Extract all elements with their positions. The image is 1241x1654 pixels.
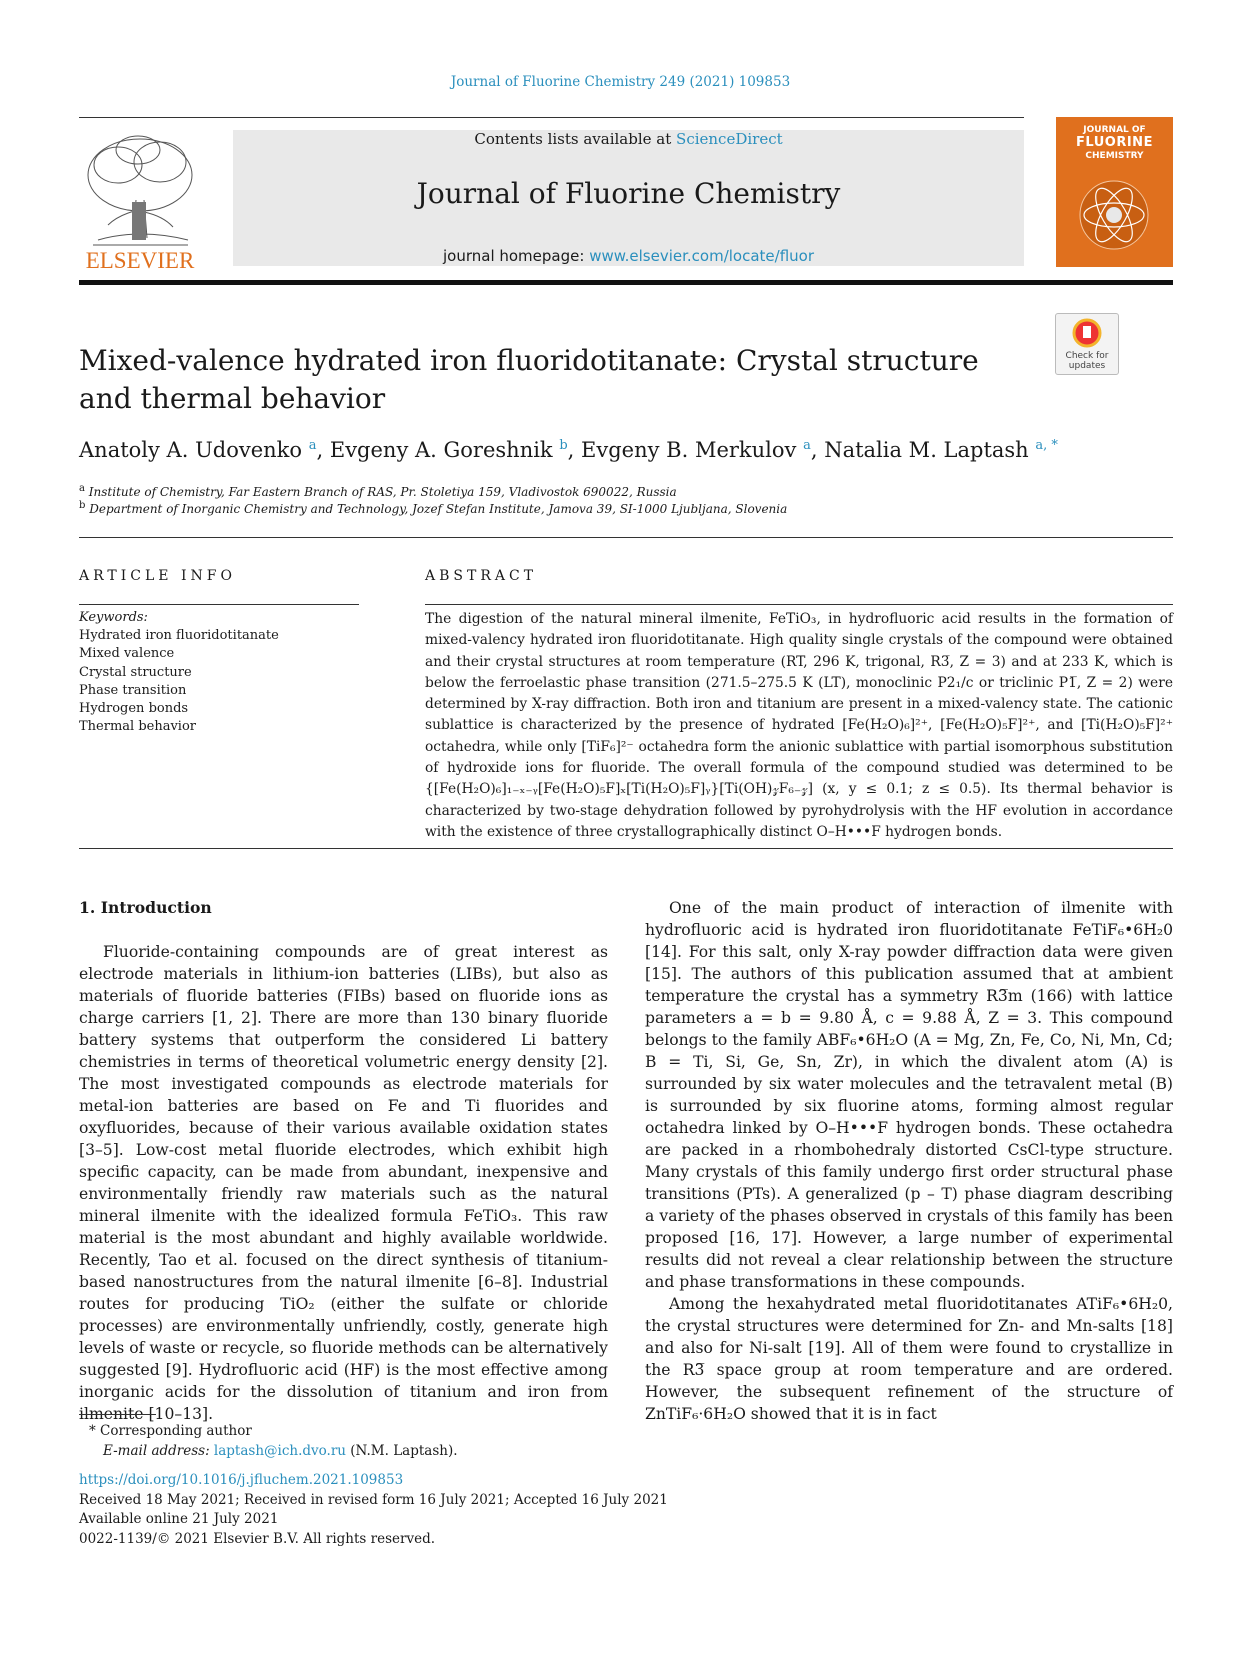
author-name[interactable]: Natalia M. Laptash <box>824 438 1029 462</box>
header-thick-rule <box>79 280 1173 285</box>
sciencedirect-link[interactable]: ScienceDirect <box>676 130 783 148</box>
body-column-left <box>79 897 608 1425</box>
abstract-rule <box>425 604 1173 605</box>
elsevier-tree-icon <box>78 130 202 272</box>
author-name[interactable]: Anatoly A. Udovenko <box>79 438 303 462</box>
received-dates: Received 18 May 2021; Received in revised form 16 July 2021; Accepted 16 July 2021 <box>79 1491 668 1508</box>
crossmark-label-1: Check for <box>1065 351 1109 361</box>
publication-info <box>79 1471 668 1549</box>
keyword: Mixed valence <box>79 646 175 662</box>
footnote <box>89 1421 458 1461</box>
crossmark-label-2: updates <box>1068 361 1106 371</box>
abstract-heading: ABSTRACT <box>425 568 538 584</box>
body-column-right <box>645 897 1173 1425</box>
journal-citation <box>0 74 1241 90</box>
affiliation-rule <box>79 537 1173 538</box>
author-name[interactable]: Evgeny B. Merkulov <box>581 438 797 462</box>
article-info-rule <box>79 604 359 605</box>
footnote-rule <box>79 1414 156 1415</box>
abstract-text: The digestion of the natural mineral ilmenite, FeTiO₃, in hydrofluoric acid results in the formation of mixed-valency hydrated iron fluoridotitanate. High quality single crystals of the compound were obtained and their crystal structures at room temperature (RT, 296 K, trigonal, R3̅, Z = 3) and at 233 K, which is below the ferroelastic phase transition (271.5–275.5 K (LT), monoclinic P2₁/c or triclinic P1̅, Z = 2) were determined by X-ray diffraction. Both iron and titanium are present in a mixed-valency state. The cationic sublattice is characterized by the presence of hydrated [Fe(H₂O)₆]²⁺, [Fe(H₂O)₅F]²⁺, and [Ti(H₂O)₅F]²⁺ octahedra, while only [TiF₆]²⁻ octahedra form the anionic sublattice with partial isomorphous substitution of hydroxide ions for fluoride. The overall formula of the compound studied was determined to be {[Fe(H₂O)₆]₁₋ₓ₋ᵧ[Fe(H₂O)₅F]ₓ[Ti(H₂O)₅F]ᵧ}[Ti(OH)𝓏F₆₋𝓏] (x, y ≤ 0.1; z ≤ 0.5). Its thermal behavior is characterized by two-stage dehydration followed by pyrohydrolysis with the HF evolution in accordance with the existence of three crystallographically distinct O–H•••F hydrogen bonds. <box>425 611 1173 840</box>
author-affil-marker[interactable]: a <box>803 438 811 453</box>
email-line: E-mail address: laptash@ich.dvo.ru (N.M. Laptash). <box>103 1443 458 1459</box>
journal-banner <box>233 130 1024 266</box>
journal-cover[interactable] <box>1056 117 1173 267</box>
email-link[interactable]: laptash@ich.dvo.ru <box>213 1443 346 1459</box>
keyword: Hydrated iron fluoridotitanate <box>79 628 279 644</box>
keyword: Crystal structure <box>79 664 192 680</box>
citation-link[interactable]: Journal of Fluorine Chemistry 249 (2021) 109853 <box>450 74 791 90</box>
elsevier-wordmark: ELSEVIER <box>85 248 195 272</box>
copyright: 0022-1139/© 2021 Elsevier B.V. All rights reserved. <box>79 1530 436 1547</box>
body-paragraph: Among the hexahydrated metal fluoridotitanates ATiF₆•6H₂0, the crystal structures were determined for Zn- and Mn-salts [18] and also for Ni-salt [19]. All of them were found to crystallize in the R3̅ space group at room temperature and are ordered. However, the subsequent refinement of the structure of ZnTiF₆·6H₂O showed that it is in fact <box>645 1295 1173 1423</box>
author-name[interactable]: Evgeny A. Goreshnik <box>329 438 553 462</box>
abstract-bottom-rule <box>79 848 1173 849</box>
author-affil-marker[interactable]: a <box>308 438 317 453</box>
elsevier-logo <box>78 130 202 272</box>
homepage-line: journal homepage: www.elsevier.com/locate/fluor <box>442 247 814 265</box>
top-rule <box>79 117 1024 118</box>
article-title: Mixed-valence hydrated iron fluoridotitanate: Crystal structure and thermal behavior <box>79 344 979 415</box>
author-affil-marker[interactable]: b <box>559 438 568 453</box>
cover-text-line1: JOURNAL OF <box>1083 125 1146 135</box>
homepage-link[interactable]: www.elsevier.com/locate/fluor <box>589 247 814 265</box>
corresponding-author-note: * Corresponding author <box>89 1423 252 1439</box>
keyword: Phase transition <box>79 682 187 698</box>
author-list: Anatoly A. Udovenko $^a$, Evgeny A. Goreshnik $^b$, Evgeny B. Merkulov $^a$, Natalia M. Laptash $^{a, *}$ <box>79 438 1058 462</box>
atom-icon <box>1074 175 1154 255</box>
section-heading-introduction: 1. Introduction <box>79 898 212 917</box>
check-for-updates-badge[interactable] <box>1055 313 1119 375</box>
contents-line: Contents lists available at ScienceDirect <box>474 130 783 148</box>
journal-name: Journal of Fluorine Chemistry <box>416 177 841 210</box>
cover-text-line2: FLUORINE <box>1076 135 1153 150</box>
online-date: Available online 21 July 2021 <box>79 1511 279 1527</box>
article-info-heading: ARTICLE INFO <box>79 568 236 584</box>
crossmark-icon <box>1072 318 1102 348</box>
doi-link[interactable]: https://doi.org/10.1016/j.jfluchem.2021.109853 <box>79 1472 404 1488</box>
keyword: Thermal behavior <box>79 719 196 735</box>
keywords-label: Keywords: <box>79 610 148 625</box>
affiliation-b: $^b$ Department of Inorganic Chemistry and Technology, Jozef Stefan Institute, Jamova 39, SI-1000 Ljubljana, Slovenia <box>79 500 788 516</box>
body-paragraph: One of the main product of interaction of ilmenite with hydrofluoric acid is hydrated iron fluoridotitanate FeTiF₆•6H₂0 [14]. For this salt, only X-ray powder diffraction data were given [15]. The authors of this publication assumed that at ambient temperature the crystal has a symmetry R3̅m (166) with lattice parameters a = b = 9.80 Å, c = 9.88 Å, Z = 3. This compound belongs to the family ABF₆•6H₂O (A = Mg, Zn, Fe, Co, Ni, Mn, Cd; B = Ti, Si, Ge, Sn, Zr), in which the divalent atom (A) is surrounded by six water molecules and the tetravalent metal (B) is surrounded by six fluorine atoms, forming almost regular octahedra linked by O–H•••F hydrogen bonds. These octahedra are packed in a rhombohedraly distorted CsCl-type structure. Many crystals of this family undergo first order structural phase transitions (PTs). A generalized (p – T) phase diagram describing a variety of the phases observed in crystals of this family has been proposed [16, 17]. However, a large number of experimental results did not reveal a clear relationship between the structure and phase transformations in these compounds. <box>645 899 1173 1291</box>
keywords-block <box>79 609 359 736</box>
author-affil-marker[interactable]: a, * <box>1035 438 1058 453</box>
cover-text-line3: CHEMISTRY <box>1085 151 1144 161</box>
body-paragraph: Fluoride-containing compounds are of great interest as electrode materials in lithium-ion batteries (LIBs), but also as materials of fluoride batteries (FIBs) based on fluoride ions as charge carriers [1, 2]. There are more than 130 binary fluoride battery systems that outperform the considered Li battery chemistries in terms of theoretical volumetric energy density [2]. The most investigated compounds as electrode materials for metal-ion batteries are based on Fe and Ti fluorides and oxyfluorides, because of their various available oxidation states [3–5]. Low-cost metal fluoride electrodes, which exhibit high specific capacity, can be made from abundant, inexpensive and environmentally friendly raw materials such as the natural mineral ilmenite with the idealized formula FeTiO₃. This raw material is the most abundant and highly available worldwide. Recently, Tao et al. focused on the direct synthesis of titanium-based nanostructures from the natural ilmenite [6–8]. Industrial routes for producing TiO₂ (either the sulfate or chloride processes) are environmentally unfriendly, costly, generate high levels of waste or recycle, so fluoride methods can be alternatively suggested [9]. Hydrofluoric acid (HF) is the most effective among inorganic acids for the dissolution of titanium and iron from ilmenite [10–13]. <box>79 943 608 1423</box>
keyword: Hydrogen bonds <box>79 701 189 717</box>
affiliation-a: $^a$ Institute of Chemistry, Far Eastern Branch of RAS, Pr. Stoletiya 159, Vladivostok 690022, Russia <box>79 483 677 499</box>
